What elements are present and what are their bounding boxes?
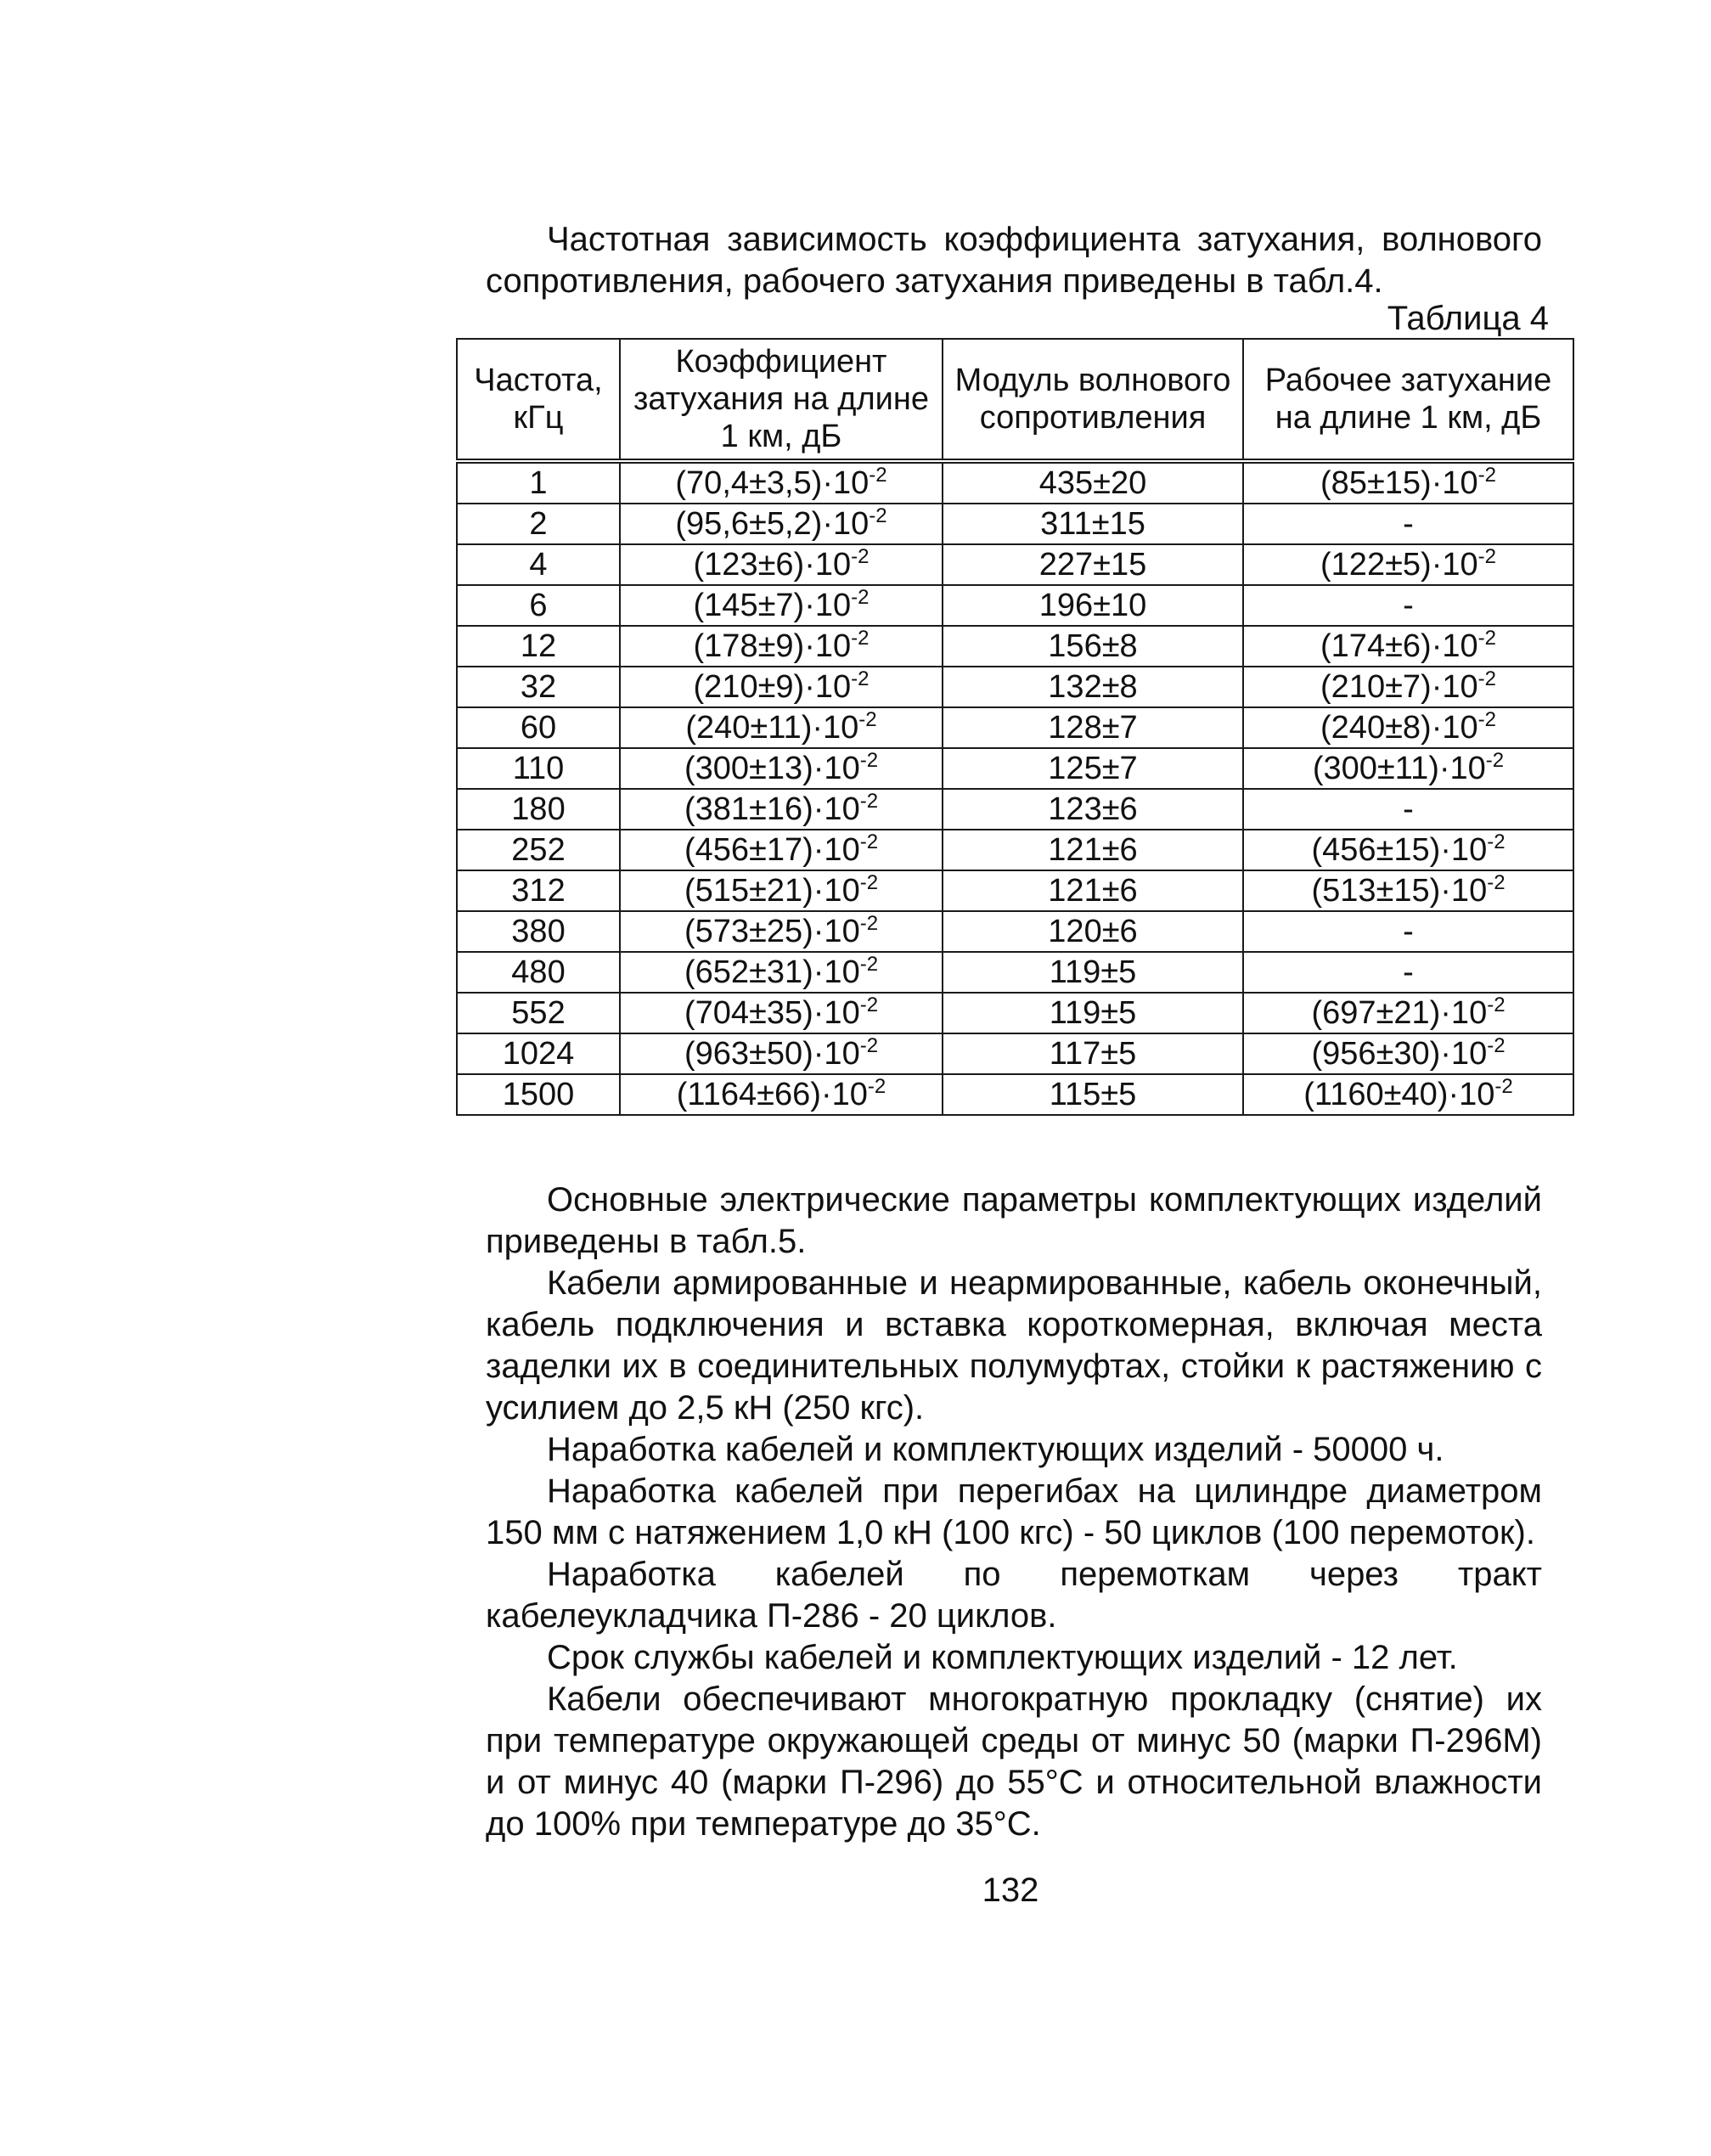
cell-operating-attenuation-value: (697±21) (1311, 995, 1441, 1031)
cell-operating-attenuation-value: (456±15) (1311, 832, 1441, 868)
cell-frequency: 1500 (457, 1074, 620, 1115)
cell-operating-attenuation-exponent: -2 (1477, 667, 1496, 690)
page-number: 132 (982, 1872, 1039, 1909)
cell-attenuation-coefficient (620, 707, 943, 748)
cell-operating-attenuation-exponent: -2 (1494, 1075, 1513, 1098)
cell-attenuation-coefficient (620, 993, 943, 1033)
cell-operating-attenuation-power: ·10 (1440, 995, 1488, 1031)
cell-operating-attenuation (1243, 626, 1573, 667)
cell-attenuation-coefficient-power: ·10 (804, 588, 852, 623)
cell-attenuation-coefficient-power: ·10 (813, 954, 860, 990)
cell-operating-attenuation-power: ·10 (1440, 873, 1488, 909)
cell-frequency: 480 (457, 952, 620, 993)
cell-operating-attenuation (1243, 952, 1573, 993)
cell-operating-attenuation (1243, 748, 1573, 789)
table-row (457, 461, 1573, 504)
cell-frequency: 6 (457, 585, 620, 626)
cell-attenuation-coefficient (620, 1033, 943, 1074)
body-text-block (486, 1179, 1542, 1845)
cell-operating-attenuation (1243, 993, 1573, 1033)
table-row (457, 748, 1573, 789)
cell-attenuation-coefficient (620, 667, 943, 707)
cell-frequency: 552 (457, 993, 620, 1033)
cell-attenuation-coefficient-value: (1164±66) (676, 1077, 821, 1112)
cell-attenuation-coefficient (620, 544, 943, 585)
cell-impedance: 121±6 (943, 870, 1243, 911)
cell-impedance: 227±15 (943, 544, 1243, 585)
cell-attenuation-coefficient-exponent: -2 (869, 464, 887, 487)
cell-attenuation-coefficient-exponent: -2 (859, 871, 879, 894)
table-row (457, 667, 1573, 707)
cell-frequency: 60 (457, 707, 620, 748)
cell-attenuation-coefficient-power: ·10 (813, 995, 860, 1031)
cell-impedance: 120±6 (943, 911, 1243, 952)
cell-attenuation-coefficient-power: ·10 (804, 547, 852, 583)
cell-operating-attenuation (1243, 461, 1573, 504)
cell-attenuation-coefficient-exponent: -2 (851, 627, 870, 650)
cell-operating-attenuation (1243, 1074, 1573, 1115)
cell-attenuation-coefficient-power: ·10 (813, 914, 860, 949)
cell-operating-attenuation (1243, 789, 1573, 830)
cell-attenuation-coefficient-value: (70,4±3,5) (675, 465, 823, 501)
cell-operating-attenuation-exponent: -2 (1487, 830, 1506, 853)
cell-frequency: 12 (457, 626, 620, 667)
table-row (457, 789, 1573, 830)
cell-attenuation-coefficient-exponent: -2 (851, 545, 870, 568)
cell-operating-attenuation-value: (513±15) (1311, 873, 1441, 909)
body-paragraph: Кабели обеспечивают многократную прокладку (снятие) их при температуре окружающей среды от минус 50 (марки П-296М) и от минус 40 (марки П-296) до 55°С и относительной влажности до 100% при температуре до 35°С. (486, 1680, 1542, 1843)
cell-operating-attenuation (1243, 504, 1573, 544)
cell-operating-attenuation-power: ·10 (1431, 628, 1478, 664)
cell-frequency: 1024 (457, 1033, 620, 1074)
cell-operating-attenuation-exponent: -2 (1485, 749, 1505, 772)
cell-attenuation-coefficient-exponent: -2 (851, 586, 870, 609)
cell-operating-attenuation (1243, 830, 1573, 870)
cell-attenuation-coefficient-exponent: -2 (858, 708, 877, 731)
table-header (457, 339, 1573, 461)
table-row (457, 1033, 1573, 1074)
cell-attenuation-coefficient (620, 830, 943, 870)
table-body (457, 461, 1573, 1115)
table-row (457, 585, 1573, 626)
cell-attenuation-coefficient (620, 911, 943, 952)
cell-attenuation-coefficient-exponent: -2 (869, 504, 887, 527)
cell-attenuation-coefficient-power: ·10 (813, 791, 860, 827)
cell-attenuation-coefficient-value: (515±21) (684, 873, 813, 909)
cell-impedance: 119±5 (943, 993, 1243, 1033)
cell-operating-attenuation-power: ·10 (1431, 710, 1478, 746)
cell-impedance: 196±10 (943, 585, 1243, 626)
cell-attenuation-coefficient-power: ·10 (813, 832, 860, 868)
cell-operating-attenuation-power: ·10 (1431, 465, 1478, 501)
table-caption: Таблица 4 (1387, 300, 1549, 337)
cell-impedance: 121±6 (943, 830, 1243, 870)
table-row (457, 1074, 1573, 1115)
table-row (457, 870, 1573, 911)
cell-attenuation-coefficient-power: ·10 (820, 1077, 868, 1112)
cell-impedance: 156±8 (943, 626, 1243, 667)
cell-attenuation-coefficient (620, 789, 943, 830)
cell-attenuation-coefficient-value: (573±25) (684, 914, 813, 949)
cell-attenuation-coefficient-value: (95,6±5,2) (675, 506, 823, 542)
cell-attenuation-coefficient (620, 504, 943, 544)
cell-operating-attenuation-power: ·10 (1440, 1036, 1488, 1072)
cell-attenuation-coefficient-power: ·10 (804, 669, 852, 705)
cell-impedance: 128±7 (943, 707, 1243, 748)
cell-attenuation-coefficient-exponent: -2 (859, 994, 879, 1016)
cell-attenuation-coefficient-exponent: -2 (859, 790, 879, 813)
cell-attenuation-coefficient-exponent: -2 (859, 749, 879, 772)
table-row (457, 911, 1573, 952)
cell-attenuation-coefficient-exponent: -2 (859, 830, 879, 853)
cell-attenuation-coefficient (620, 870, 943, 911)
cell-attenuation-coefficient-power: ·10 (822, 506, 870, 542)
cell-operating-attenuation (1243, 667, 1573, 707)
body-paragraph: Кабели армированные и неармированные, кабель оконечный, кабель подключения и вставка короткомерная, включая места заделки их в соединительных полумуфтах, стойки к растяжению с усилием до 2,5 кН (250 кгс). (486, 1264, 1542, 1427)
cell-operating-attenuation-exponent: -2 (1477, 627, 1496, 650)
cell-attenuation-coefficient (620, 585, 943, 626)
table-row (457, 504, 1573, 544)
cell-frequency: 180 (457, 789, 620, 830)
cell-operating-attenuation-exponent: -2 (1487, 871, 1506, 894)
cell-attenuation-coefficient (620, 461, 943, 504)
table-row (457, 993, 1573, 1033)
cell-attenuation-coefficient-power: ·10 (813, 873, 860, 909)
header-operating-attenuation: Рабочее затухание на длине 1 км, дБ (1243, 339, 1573, 461)
body-paragraph: Наработка кабелей по перемоткам через тракт кабелеукладчика П-286 - 20 циклов. (486, 1556, 1542, 1635)
cell-operating-attenuation-power: ·10 (1448, 1077, 1495, 1112)
cell-impedance: 311±15 (943, 504, 1243, 544)
cell-impedance: 435±20 (943, 461, 1243, 504)
cell-attenuation-coefficient-exponent: -2 (859, 912, 879, 935)
cell-attenuation-coefficient-value: (145±7) (693, 588, 805, 623)
cell-frequency: 312 (457, 870, 620, 911)
cell-operating-attenuation-value: (956±30) (1311, 1036, 1441, 1072)
cell-operating-attenuation-value: (1160±40) (1303, 1077, 1449, 1112)
cell-impedance: 119±5 (943, 952, 1243, 993)
cell-attenuation-coefficient-exponent: -2 (859, 953, 879, 976)
cell-operating-attenuation (1243, 544, 1573, 585)
cell-operating-attenuation-value: (240±8) (1320, 710, 1432, 746)
cell-operating-attenuation-power: ·10 (1431, 669, 1478, 705)
cell-operating-attenuation (1243, 1033, 1573, 1074)
cell-operating-attenuation-value: (300±11) (1312, 751, 1439, 786)
attenuation-table (456, 338, 1574, 1116)
cell-operating-attenuation-value: (122±5) (1320, 547, 1432, 583)
cell-operating-attenuation (1243, 585, 1573, 626)
cell-attenuation-coefficient-exponent: -2 (851, 667, 870, 690)
cell-attenuation-coefficient-power: ·10 (804, 628, 852, 664)
cell-impedance: 117±5 (943, 1033, 1243, 1074)
cell-attenuation-coefficient-value: (210±9) (693, 669, 805, 705)
cell-operating-attenuation-value: - (1403, 791, 1414, 827)
cell-operating-attenuation-power: ·10 (1438, 751, 1486, 786)
cell-operating-attenuation-value: - (1403, 506, 1414, 542)
cell-attenuation-coefficient-value: (456±17) (684, 832, 813, 868)
cell-operating-attenuation-value: (174±6) (1320, 628, 1432, 664)
cell-operating-attenuation-exponent: -2 (1477, 464, 1496, 487)
body-paragraph: Основные электрические параметры комплектующих изделий приведены в табл.5. (486, 1181, 1542, 1260)
cell-operating-attenuation-exponent: -2 (1487, 994, 1506, 1016)
cell-attenuation-coefficient-exponent: -2 (859, 1034, 879, 1057)
cell-operating-attenuation-power: ·10 (1440, 832, 1488, 868)
cell-attenuation-coefficient-value: (123±6) (693, 547, 805, 583)
cell-operating-attenuation-exponent: -2 (1477, 708, 1496, 731)
intro-paragraph-block (486, 219, 1542, 302)
body-paragraph: Наработка кабелей при перегибах на цилиндре диаметром 150 мм с натяжением 1,0 кН (100 кгс) - 50 циклов (100 перемоток). (486, 1472, 1542, 1551)
cell-attenuation-coefficient (620, 626, 943, 667)
cell-attenuation-coefficient-value: (381±16) (684, 791, 813, 827)
header-frequency: Частота, кГц (457, 339, 620, 461)
cell-attenuation-coefficient-value: (652±31) (684, 954, 813, 990)
cell-operating-attenuation (1243, 707, 1573, 748)
cell-frequency: 4 (457, 544, 620, 585)
cell-operating-attenuation-value: - (1403, 588, 1414, 623)
cell-operating-attenuation-value: - (1403, 954, 1414, 990)
cell-frequency: 110 (457, 748, 620, 789)
cell-operating-attenuation-value: (210±7) (1320, 669, 1432, 705)
cell-frequency: 32 (457, 667, 620, 707)
cell-impedance: 123±6 (943, 789, 1243, 830)
cell-attenuation-coefficient (620, 748, 943, 789)
intro-paragraph: Частотная зависимость коэффициента затухания, волнового сопротивления, рабочего затухания приведены в табл.4. (486, 221, 1542, 300)
cell-attenuation-coefficient-value: (704±35) (684, 995, 813, 1031)
cell-frequency: 2 (457, 504, 620, 544)
cell-frequency: 380 (457, 911, 620, 952)
cell-attenuation-coefficient-value: (240±11) (685, 710, 813, 746)
cell-frequency: 252 (457, 830, 620, 870)
cell-operating-attenuation-exponent: -2 (1477, 545, 1496, 568)
cell-impedance: 125±7 (943, 748, 1243, 789)
cell-attenuation-coefficient-exponent: -2 (867, 1075, 886, 1098)
cell-operating-attenuation-power: ·10 (1431, 547, 1478, 583)
table-row (457, 952, 1573, 993)
cell-frequency: 1 (457, 461, 620, 504)
cell-attenuation-coefficient (620, 952, 943, 993)
body-paragraph: Наработка кабелей и комплектующих изделий - 50000 ч. (547, 1431, 1444, 1468)
cell-operating-attenuation-exponent: -2 (1487, 1034, 1506, 1057)
header-row (457, 339, 1573, 461)
cell-operating-attenuation (1243, 911, 1573, 952)
table-row (457, 626, 1573, 667)
cell-impedance: 132±8 (943, 667, 1243, 707)
table-row (457, 707, 1573, 748)
cell-operating-attenuation (1243, 870, 1573, 911)
table-row (457, 830, 1573, 870)
body-paragraph: Срок службы кабелей и комплектующих изделий - 12 лет. (547, 1639, 1458, 1676)
cell-impedance: 115±5 (943, 1074, 1243, 1115)
cell-operating-attenuation-value: (85±15) (1320, 465, 1432, 501)
cell-attenuation-coefficient-power: ·10 (812, 710, 859, 746)
table-row (457, 544, 1573, 585)
cell-attenuation-coefficient-value: (300±13) (684, 751, 813, 786)
cell-attenuation-coefficient-power: ·10 (822, 465, 870, 501)
cell-attenuation-coefficient-value: (963±50) (684, 1036, 813, 1072)
header-attenuation-coefficient: Коэффициент затухания на длине 1 км, дБ (620, 339, 943, 461)
cell-attenuation-coefficient-value: (178±9) (693, 628, 805, 664)
cell-attenuation-coefficient-power: ·10 (813, 751, 860, 786)
header-impedance-modulus: Модуль волнового сопротивления (943, 339, 1243, 461)
cell-operating-attenuation-value: - (1403, 914, 1414, 949)
cell-attenuation-coefficient-power: ·10 (813, 1036, 860, 1072)
cell-attenuation-coefficient (620, 1074, 943, 1115)
